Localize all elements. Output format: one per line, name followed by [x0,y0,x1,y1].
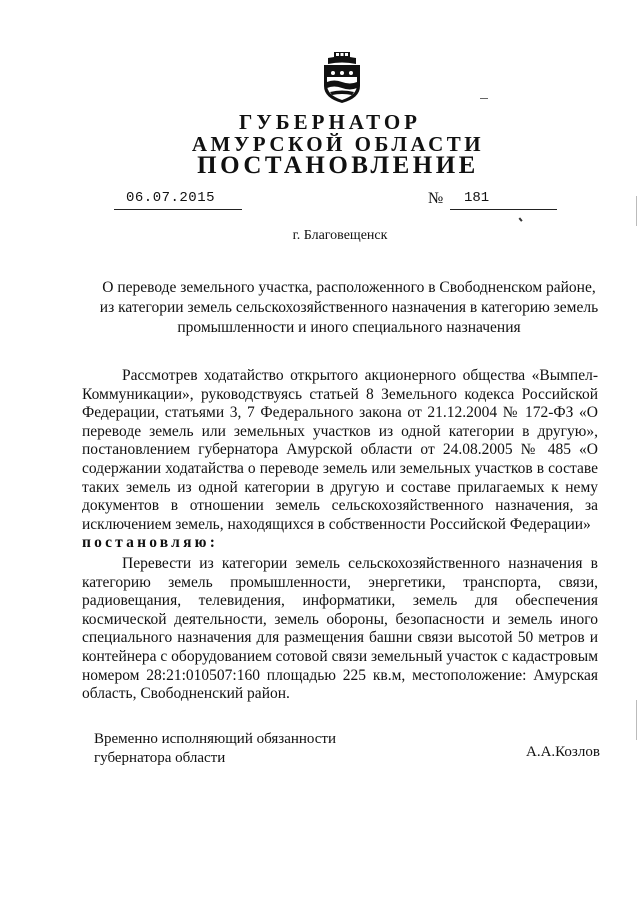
document-number: 181 [450,190,557,210]
scan-edge [636,700,637,740]
document-date: 06.07.2015 [114,190,242,210]
subject-line: промышленности и иного специального назначения [177,319,521,336]
issuer-title: ГУБЕРНАТОР [238,110,422,134]
document-type: ПОСТАНОВЛЕНИЕ [197,152,479,179]
number-sign: № [428,190,444,207]
scan-edge [636,196,637,226]
city-line: г. Благовещенск [292,228,388,243]
scan-mark [480,98,488,99]
signatory-position [94,730,336,768]
resolve-word: постановляю: [82,534,219,552]
subject-line: О переводе земельного участка, расположенного в Свободненском районе, [102,279,596,296]
document-subject [80,278,618,338]
operative-paragraph: Перевести из категории земель сельскохозяйственного назначения в категорию земель промышленности, энергетики, транспорта, связи, радиовещания, телевидения, информатики, земель для обеспечения космической деятельности, земель обороны, безопасности и земель иного специального назначения для размещения башни связи высотой 50 метров и контейнера с оборудованием сотовой связи земельный участок с кадастровым номером 28:21:010507:160 площадью 225 кв.м, местоположение: Амурская область, Свободненский район. [82,554,598,703]
signatory-name: А.А.Козлов [526,744,600,760]
pen-mark [519,214,527,222]
document-body [82,367,598,704]
subject-line: из категории земель сельскохозяйственного назначения в категорию земель [99,299,599,316]
position-line: губернатора области [94,750,226,766]
coat-of-arms-icon [320,52,364,104]
preamble-paragraph: Рассмотрев ходатайство открытого акционерного общества «Вымпел-Коммуникации», руководствуясь статьей 8 Земельного кодекса Российской Федерации, статьями 3, 7 Федерального закона от 21.12.2004 № 172-ФЗ «О переводе земель или земельных участков из одной категории в другую», постановлением губернатора Амурской области от 24.08.2005 № 485 «О содержании ходатайства о переводе земель или земельных участков в составе таких земель из одной категории в другую и составе прилагаемых к нему документов в отношении земель сельскохозяйственного назначения, за исключением земель, находящихся в собственности Российской Федерации» [82,367,598,533]
issuer-region: АМУРСКОЙ ОБЛАСТИ [191,132,485,156]
position-line: Временно исполняющий обязанности [94,731,337,747]
